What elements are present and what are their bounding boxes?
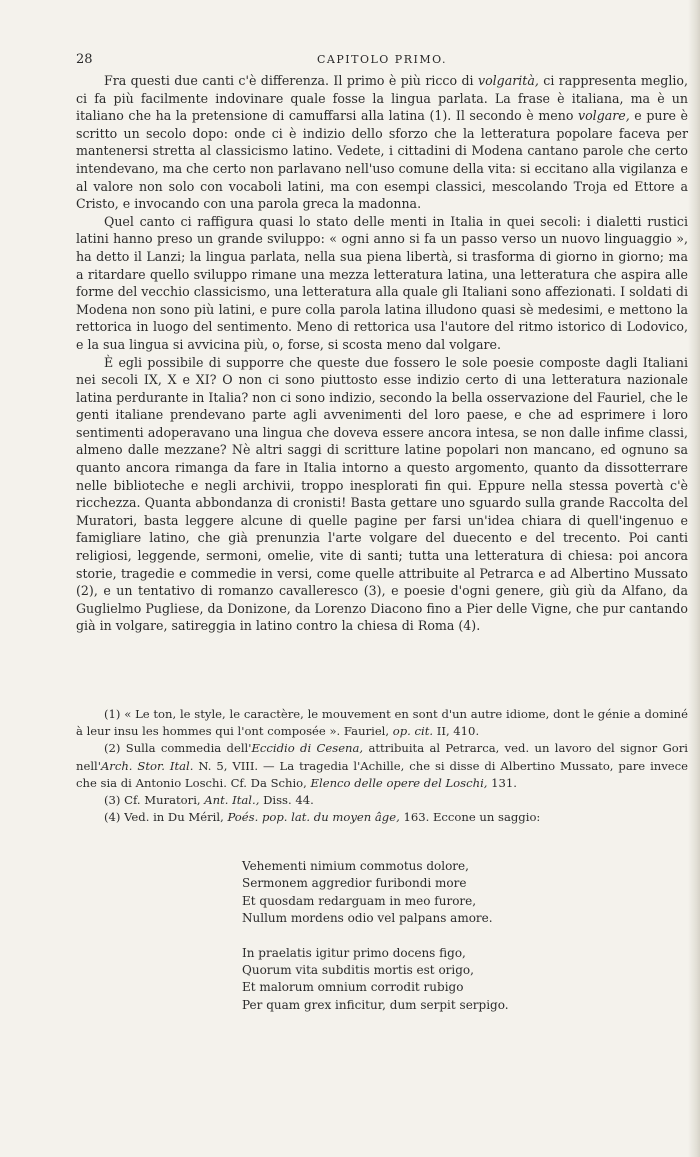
poem-line: Et quosdam redarguam in meo furore, xyxy=(242,893,477,908)
poem-line: In praelatis igitur primo docens figo, xyxy=(242,945,466,960)
latin-poem xyxy=(242,858,662,1031)
footnote-1: (1) « Le ton, le style, le caractère, le mouvement en sont d'un autre idiome, dont le génie a dominé à leur insu les hommes qui l'ont composée ». Fauriel, op. cit. II, 410. xyxy=(76,707,688,739)
poem-line: Quorum vita subditis mortis est origo, xyxy=(242,963,474,978)
poem-line: Et malorum omnium corrodit rubigo xyxy=(242,980,464,995)
page-header xyxy=(76,50,688,70)
poem-line: Vehementi nimium commotus dolore, xyxy=(242,859,469,873)
poem-line: Per quam grex inficitur, dum serpit serpigo. xyxy=(242,997,509,1012)
page-number: 28 xyxy=(76,52,93,67)
footnote-2: (2) Sulla commedia dell'Eccidio di Cesena, attribuita al Petrarca, ved. un lavoro del signor Gori nell'Arch. Stor. Ital. N. 5, VIII. — La tragedia l'Achille, che si disse di Albertino Mussato, pare invece che sia di Antonio Loschi. Cf. Da Schio, Elenco delle opere del Loschi, 131. xyxy=(76,741,689,790)
poem-line: Nullum mordens odio vel palpans amore. xyxy=(242,911,493,926)
footnote-4: (4) Ved. in Du Méril, Poés. pop. lat. du moyen âge, 163. Eccone un saggio: xyxy=(104,810,541,825)
paragraph-3: È egli possibile di supporre che queste due fossero le sole poesie composte dagli Italiani nei secoli IX, X e XI? O non ci sono piuttosto esse indizio certo di una letteratura nazionale latina perdurante in Italia? non ci sono indizio, secondo la bella osservazione del Fauriel, che le genti italiane prendevano parte agli avvenimenti del loro paese, e che ad esprimere i loro sentimenti adoperavano una lingua che doveva essere ancora intesa, se non dalle infime classi, almeno dalle mezzane? Nè altri saggi di scritture latine popolari non mancano, ed ognuno sa quanto ancora rimanga da fare in Italia intorno a questo argomento, quanto da dissotterrare nelle biblioteche e negli archivii, troppo inesplorati fin qui. Eppure nella stessa povertà c'è ricchezza. Quanta abbondanza di cronisti! Basta gettare uno sguardo sulla grande Raccolta del Muratori, basta leggere alcune di quelle pagine per farsi un'idea chiara di quell'ingenuo e famigliare latino, che già prenunzia l'arte volgare del duecento e del trecento. Poi canti religiosi, leggende, sermoni, omelie, vite di santi; tutta una letteratura di chiesa: poi ancora storie, tragedie e commedie in versi, come quelle attribuite al Petrarca e ad Albertino Mussato (2), e un tentativo di romanzo cavalleresco (3), e poesie d'ogni genere, giù giù da Alfano, da Guglielmo Pugliese, da Donizone, da Lorenzo Diacono fino a Pier delle Vigne, che pur cantando già in volgare, satireggia in latino contro la chiesa di Roma (4). xyxy=(76,354,688,634)
footnote-3: (3) Cf. Muratori, Ant. Ital., Diss. 44. xyxy=(104,793,314,808)
footnotes xyxy=(76,706,688,826)
paragraph-2: Quel canto ci raffigura quasi lo stato delle menti in Italia in quei secoli: i dialetti rustici latini hanno preso un grande sviluppo: « ogni anno si fa un passo verso un nuovo linguaggio », ha detto il Lanzi; la lingua parlata, nella sua piena libertà, si trasforma di giorno in giorno; ma a ritardare quello sviluppo rimane una mezza letteratura latina, una letteratura che aspira alle forme del vecchio classicismo, una letteratura alla quale gli Italiani sono affezionati. I soldati di Modena non sono più latini, e pure colla parola latina illudono quasi sè medesimi, e mettono la rettorica in luogo del sentimento. Meno di rettorica usa l'autore del ritmo istorico di Lodovico, e la sua lingua si avvicina più, o, forse, si scosta meno dal volgare. xyxy=(76,213,688,352)
main-text xyxy=(76,72,688,635)
running-head: CAPITOLO PRIMO. xyxy=(317,53,447,66)
poem-line: Sermonem aggredior furibondi more xyxy=(242,876,467,891)
poem-stanza-2 xyxy=(242,945,662,1015)
page-edge-shadow xyxy=(688,0,700,1157)
poem-stanza-1 xyxy=(242,858,662,928)
paragraph-1: Fra questi due canti c'è differenza. Il primo è più ricco di volgarità, ci rappresenta meglio, ci fa più facilmente indovinare quale fosse la lingua parlata. La frase è italiana, ma è un italiano che ha la pretensione di camuffarsi alla latina (1). Il secondo è meno volgare, e pure è scritto un secolo dopo: onde ci è indizio dello sforzo che la letteratura popolare faceva per mantenersi stretta al classicismo latino. Vedete, i cittadini di Modena cantano parole che certo intendevano, ma che certo non parlavano nell'uso comune della vita: si eccitano alla vigilanza e al valore non solo con vocaboli latini, ma con esempi classici, mescolando Troja ed Ettore a Cristo, e invocando con una parola greca la madonna. xyxy=(76,73,688,212)
